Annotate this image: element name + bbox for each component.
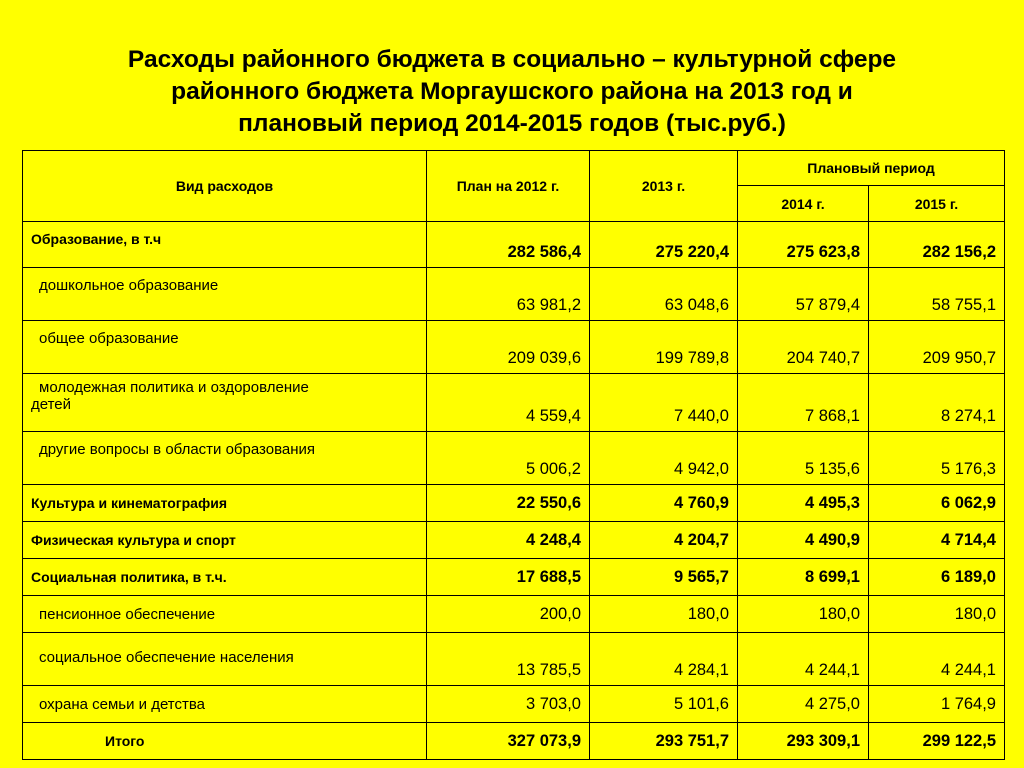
cell-2013: 180,0 [590, 596, 738, 633]
cell-plan-2012: 209 039,6 [427, 321, 590, 374]
header-2013: 2013 г. [590, 151, 738, 222]
table-row [23, 596, 1005, 633]
table-row [23, 321, 1005, 374]
row-label-line-1: молодежная политика и оздоровление [39, 379, 309, 396]
cell-2014: 4 275,0 [738, 686, 869, 723]
header-2015: 2015 г. [869, 186, 1005, 222]
table-row [23, 522, 1005, 559]
title-line-3: плановый период 2014-2015 годов (тыс.руб.) [238, 110, 786, 137]
table-row [23, 432, 1005, 485]
header-2014: 2014 г. [738, 186, 869, 222]
cell-2014: 4 244,1 [738, 633, 869, 686]
cell-2014: 5 135,6 [738, 432, 869, 485]
cell-2013: 4 204,7 [590, 522, 738, 559]
cell-2014: 4 490,9 [738, 522, 869, 559]
cell-2014: 204 740,7 [738, 321, 869, 374]
cell-2014: 8 699,1 [738, 559, 869, 596]
table-row-total [23, 723, 1005, 760]
table-row [23, 633, 1005, 686]
cell-2013: 7 440,0 [590, 374, 738, 432]
table-row [23, 268, 1005, 321]
cell-2014: 7 868,1 [738, 374, 869, 432]
table-row [23, 485, 1005, 522]
table-row [23, 559, 1005, 596]
cell-2013: 9 565,7 [590, 559, 738, 596]
cell-2015: 180,0 [869, 596, 1005, 633]
cell-plan-2012: 200,0 [427, 596, 590, 633]
header-planned-period: Плановый период [738, 151, 1005, 186]
row-label: социальное обеспечение населения [23, 633, 427, 686]
cell-2014: 180,0 [738, 596, 869, 633]
row-label: Культура и кинематография [23, 485, 427, 522]
cell-2015: 209 950,7 [869, 321, 1005, 374]
cell-plan-2012: 327 073,9 [427, 723, 590, 760]
row-label: Итого [23, 723, 427, 760]
cell-2015: 1 764,9 [869, 686, 1005, 723]
cell-2015: 58 755,1 [869, 268, 1005, 321]
cell-2013: 63 048,6 [590, 268, 738, 321]
title-line-1: Расходы районного бюджета в социально – культурной сфере [127, 46, 897, 73]
page-title [0, 44, 1024, 140]
cell-2013: 4 942,0 [590, 432, 738, 485]
row-label: дошкольное образование [23, 268, 427, 321]
cell-2015: 4 714,4 [869, 522, 1005, 559]
cell-plan-2012: 13 785,5 [427, 633, 590, 686]
header-plan-2012: План на 2012 г. [427, 151, 590, 222]
cell-2014: 275 623,8 [738, 222, 869, 268]
cell-2013: 275 220,4 [590, 222, 738, 268]
cell-2013: 4 284,1 [590, 633, 738, 686]
row-label: охрана семьи и детства [23, 686, 427, 723]
cell-plan-2012: 5 006,2 [427, 432, 590, 485]
cell-plan-2012: 4 559,4 [427, 374, 590, 432]
title-line-2: районного бюджета Моргаушского района на 2013 год и [171, 78, 853, 105]
cell-2013: 199 789,8 [590, 321, 738, 374]
budget-table [22, 150, 1005, 760]
table-row [23, 686, 1005, 723]
cell-2015: 4 244,1 [869, 633, 1005, 686]
cell-2014: 4 495,3 [738, 485, 869, 522]
cell-2015: 5 176,3 [869, 432, 1005, 485]
cell-2013: 5 101,6 [590, 686, 738, 723]
row-label-line-2: детей [31, 396, 72, 413]
cell-2013: 4 760,9 [590, 485, 738, 522]
cell-2015: 299 122,5 [869, 723, 1005, 760]
cell-2014: 293 309,1 [738, 723, 869, 760]
cell-plan-2012: 4 248,4 [427, 522, 590, 559]
cell-plan-2012: 17 688,5 [427, 559, 590, 596]
cell-plan-2012: 282 586,4 [427, 222, 590, 268]
cell-2015: 6 189,0 [869, 559, 1005, 596]
table-row [23, 374, 1005, 432]
cell-plan-2012: 22 550,6 [427, 485, 590, 522]
cell-2015: 8 274,1 [869, 374, 1005, 432]
cell-plan-2012: 3 703,0 [427, 686, 590, 723]
row-label: Образование, в т.ч [23, 222, 427, 268]
table-row [23, 222, 1005, 268]
row-label: Социальная политика, в т.ч. [23, 559, 427, 596]
header-type: Вид расходов [23, 151, 427, 222]
row-label: другие вопросы в области образования [23, 432, 427, 485]
cell-2013: 293 751,7 [590, 723, 738, 760]
row-label: общее образование [23, 321, 427, 374]
row-label [23, 374, 427, 432]
row-label: Физическая культура и спорт [23, 522, 427, 559]
cell-2015: 6 062,9 [869, 485, 1005, 522]
cell-2015: 282 156,2 [869, 222, 1005, 268]
cell-2014: 57 879,4 [738, 268, 869, 321]
row-label: пенсионное обеспечение [23, 596, 427, 633]
cell-plan-2012: 63 981,2 [427, 268, 590, 321]
